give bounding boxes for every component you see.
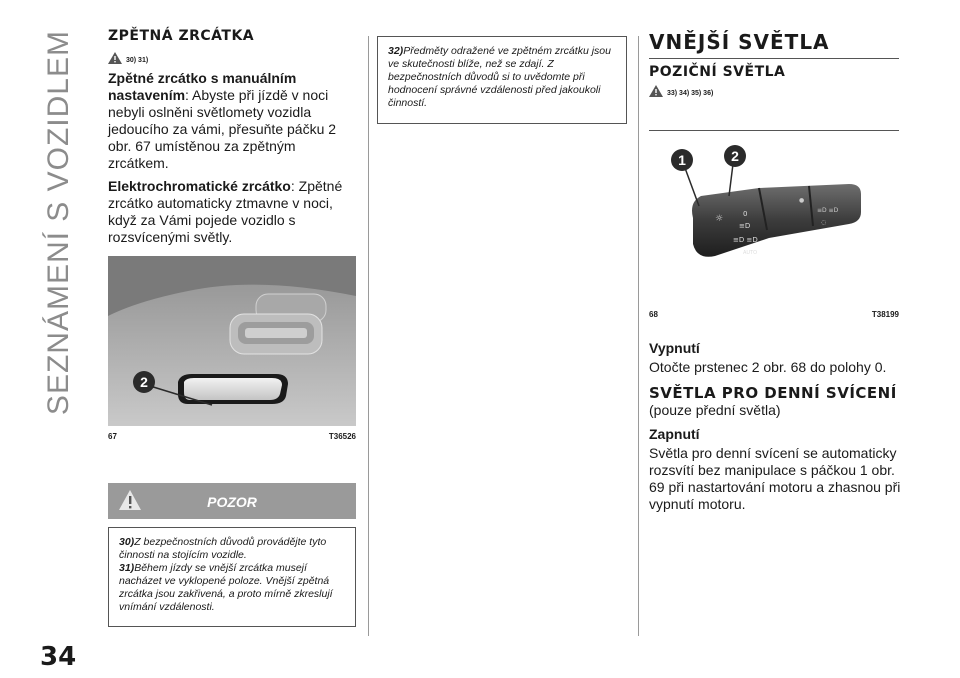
section-heading: VNĚJŠÍ SVĚTLA <box>649 30 830 54</box>
svg-text:≡D ≡D: ≡D ≡D <box>817 207 839 214</box>
note-item <box>119 536 345 562</box>
column-divider <box>638 36 639 636</box>
warning-banner <box>108 483 356 519</box>
mirror-illustration <box>108 256 356 426</box>
warning-triangle-icon <box>108 52 122 64</box>
drl-note: (pouze přední světla) <box>649 402 781 418</box>
side-section-title <box>42 30 82 416</box>
note-id: 30) <box>119 536 135 548</box>
vypnuti-heading: Vypnutí <box>649 340 700 356</box>
figure-code: T36526 <box>328 432 356 441</box>
note-id: 32) <box>388 45 404 57</box>
paragraph-manual-mirror <box>108 70 358 172</box>
figure-code: T38199 <box>871 310 899 319</box>
para-lead: Zpětné zrcátko s manuálním nastavením <box>108 70 297 103</box>
callout-1-label: 1 <box>678 152 686 168</box>
note-item <box>119 562 345 614</box>
subsection-heading: POZIČNÍ SVĚTLA <box>649 64 786 80</box>
paragraph-electrochromatic <box>108 178 358 246</box>
column-divider <box>368 36 369 636</box>
svg-text:≡D ≡D: ≡D ≡D <box>733 236 758 244</box>
figure-mirror-photo <box>108 256 356 426</box>
svg-text:0: 0 <box>743 210 748 218</box>
svg-text:◌: ◌ <box>821 219 827 226</box>
note-text: Předměty odražené ve zpětném zrcátku jsou ve skutečnosti blíže, než se zdají. Z bezpečnostních důvodů si to uvědomte při hodnocení správné vzdálenosti před jakoukoli činností. <box>388 45 611 109</box>
figure-number: 68 <box>649 310 658 319</box>
column-mirrors <box>108 28 358 246</box>
figure-caption <box>108 432 356 441</box>
note-text: Během jízdy se vnější zrcátka musejí nacházet ve vyklopené poloze. Vnější zpětná zrcátka jsou zakřivená, a proto mírně zkreslují vnímání vzdálenosti. <box>119 562 333 613</box>
warning-title: POZOR <box>207 494 257 510</box>
para-body: : Abyste při jízdě v noci nebyli oslněni světlomety vozidla jedoucího za vámi, přesuňte páčku 2 obr. 67 umístěnou za zpětným zrcátkem. <box>108 87 337 171</box>
figure-caption <box>649 310 899 319</box>
svg-text:≡D: ≡D <box>739 222 751 230</box>
warning-reference <box>108 52 358 64</box>
figure-rule <box>649 130 899 131</box>
callout-2-label: 2 <box>731 148 739 164</box>
auto-label: AUTO <box>743 250 758 256</box>
warning-refs-text: 30) 31) <box>126 57 149 64</box>
para-body: : Zpětné zrcátko automaticky ztmavne v noci, když za Vámi pojede vozidlo s rozsvícenými světly. <box>108 178 343 245</box>
column-exterior-lights-text <box>649 340 901 513</box>
figure-light-stalk <box>649 132 899 300</box>
warning-reference <box>649 85 901 97</box>
light-stalk-illustration <box>649 132 899 300</box>
note-id: 31) <box>119 562 135 574</box>
callout-2-label: 2 <box>140 374 148 390</box>
zapnuti-heading: Zapnutí <box>649 426 700 442</box>
svg-text:●: ● <box>799 197 805 204</box>
para-lead: Elektrochromatické zrcátko <box>108 178 291 194</box>
heading-rule <box>649 58 899 59</box>
svg-text:☼: ☼ <box>715 214 724 224</box>
warning-notes-continued <box>377 36 627 124</box>
page-number: 34 <box>40 642 77 672</box>
vypnuti-text: Otočte prstenec 2 obr. 68 do polohy 0. <box>649 359 887 375</box>
zapnuti-text: Světla pro denní svícení se automaticky rozsvítí bez manipulace s páčkou 1 obr. 69 při nastartování motoru a zhasnou při vypnutí motoru. <box>649 445 901 512</box>
section-heading: ZPĚTNÁ ZRCÁTKA <box>108 28 255 44</box>
warning-refs-text: 33) 34) 35) 36) <box>667 90 714 97</box>
warning-notes <box>108 527 356 627</box>
side-title-text: SEZNÁMENÍ S VOZIDLEM <box>42 30 75 416</box>
column-exterior-lights <box>649 30 901 97</box>
note-item <box>388 45 616 110</box>
note-text: Z bezpečnostních důvodů provádějte tyto činnosti na stojícím vozidle. <box>119 536 327 561</box>
drl-heading: SVĚTLA PRO DENNÍ SVÍCENÍ <box>649 384 897 402</box>
figure-number: 67 <box>108 432 117 441</box>
warning-triangle-icon <box>649 85 663 97</box>
